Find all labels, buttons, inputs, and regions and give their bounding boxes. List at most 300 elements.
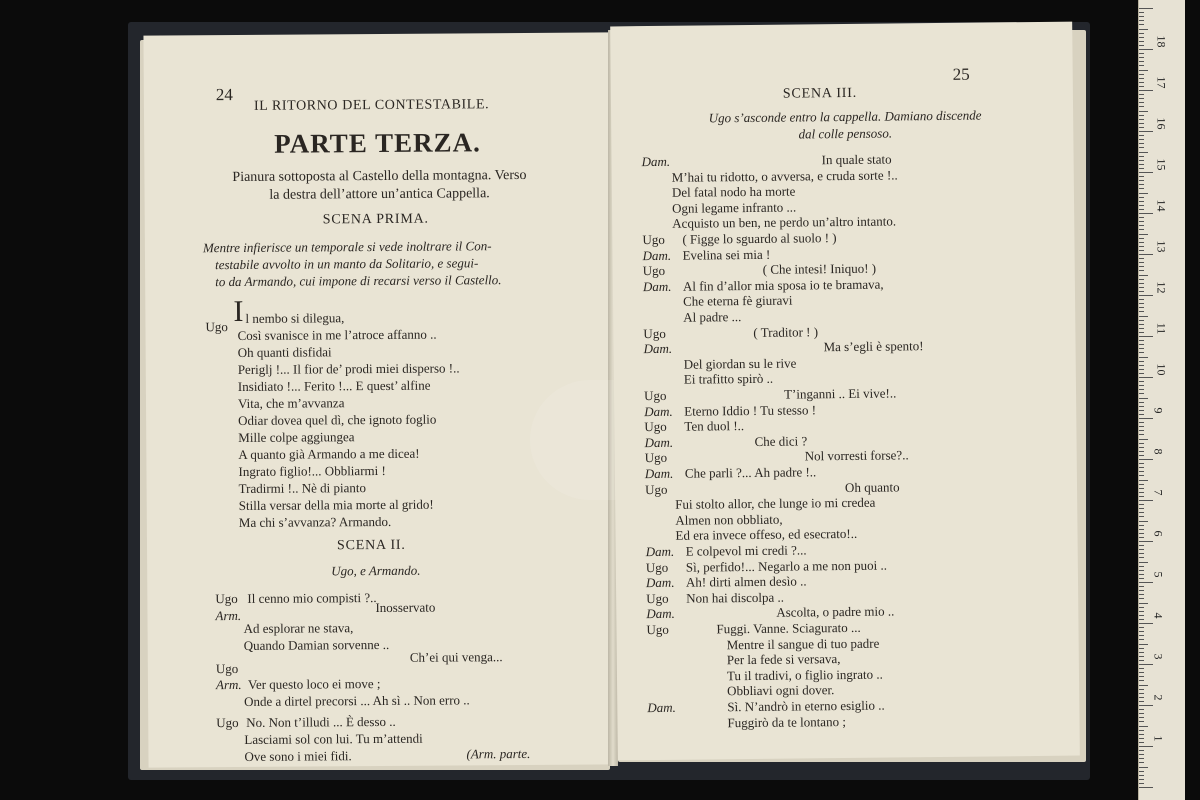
ruler-tick [1139,439,1148,440]
verse-line: Insidiato !... Ferito !... E quest’ alfine [237,377,431,394]
ruler-number: 18 [1154,35,1169,48]
ruler-tick [1139,471,1144,472]
dialogue-line: Del fatal nodo ha morte [671,183,796,200]
ruler-tick [1139,562,1148,563]
ruler-tick [1139,697,1144,698]
ruler-tick [1139,648,1144,649]
ruler-tick [1139,709,1144,710]
ruler-tick [1139,496,1144,497]
ruler-tick [1139,455,1144,456]
ruler-tick [1139,139,1144,140]
stage-line: Ugo s’asconde entro la cappella. Damiano discende [708,107,982,126]
speaker: Ugo [215,660,239,677]
ruler-tick [1139,90,1153,91]
speaker: Ugo [205,319,228,335]
ruler-tick [1139,74,1144,75]
ruler-number: 8 [1151,448,1166,455]
ruler-tick [1139,41,1144,42]
dialogue-line: ( Figge lo sguardo al suolo ! ) [682,230,837,247]
ruler-tick [1139,775,1144,776]
ruler-number: 9 [1151,407,1166,414]
ruler-tick [1139,443,1144,444]
ruler-number: 12 [1154,281,1169,294]
ruler-tick [1139,147,1144,148]
ruler-tick [1139,705,1153,706]
verse-line: Mille colpe aggiungea [238,429,355,445]
ruler-tick [1139,16,1144,17]
ruler-tick [1139,484,1144,485]
ruler-tick [1139,111,1148,112]
ruler-tick [1139,467,1144,468]
ruler-tick [1139,738,1144,739]
ruler-tick [1139,98,1144,99]
speaker: Dam. [641,153,671,170]
ruler-tick [1139,152,1148,153]
ruler-tick [1139,279,1144,280]
ruler-number: 16 [1154,117,1169,130]
ruler-tick [1139,393,1144,394]
dialogue-line: T’inganni .. Ei vive!.. [783,385,897,402]
speaker: Ugo [644,419,667,435]
ruler-tick [1139,176,1144,177]
ruler-tick [1139,131,1153,132]
ruler-tick [1139,221,1144,222]
ruler-tick [1139,570,1144,571]
ruler-tick [1139,180,1144,181]
ruler-tick [1139,689,1144,690]
ruler-tick [1139,37,1144,38]
ruler-tick [1139,434,1144,435]
ruler-tick [1139,779,1144,780]
dialogue-line: ( Che intesi! Iniquo! ) [762,260,877,278]
ruler-tick [1139,82,1144,83]
setting-description [184,167,574,206]
ruler-tick [1139,578,1144,579]
ruler-tick [1139,8,1153,9]
ruler-tick [1139,644,1148,645]
ruler-number: 6 [1151,530,1166,537]
ruler-tick [1139,254,1153,255]
ruler-tick [1139,381,1144,382]
ruler-tick [1139,623,1153,624]
ruler-tick [1139,721,1144,722]
ruler-tick [1139,500,1153,501]
dialogue-line: Evelina sei mia ! [682,246,771,263]
ruler-tick [1139,160,1144,161]
verse-line: Così svanisce in me l’atroce affanno .. [237,326,437,343]
ruler-tick [1139,430,1144,431]
ruler-tick [1139,418,1153,419]
ruler-tick [1139,742,1144,743]
speaker: Ugo [643,325,666,341]
speaker: Ugo [642,263,666,279]
measuring-ruler [1138,0,1185,800]
ruler-tick [1139,348,1144,349]
dialogue-line: Ver questo loco ei move ; [247,675,381,692]
ruler-tick [1139,295,1153,296]
dialogue-line: Sì. N’andrò in eterno esiglio .. [727,697,885,715]
ruler-tick [1139,541,1153,542]
dialogue-line: Fui stolto allor, che lunge io mi credea [675,494,876,512]
ruler-tick [1139,217,1144,218]
ruler-tick [1139,143,1144,144]
ruler-tick [1139,553,1144,554]
ruler-tick [1139,475,1144,476]
ruler-tick [1139,24,1144,25]
ruler-number: 3 [1151,653,1166,660]
dialogue-line: Ma s’egli è spento! [823,338,924,355]
dialogue-line: Sì, perfido!... Negarlo a me non puoi .. [685,557,887,575]
ruler-tick [1139,361,1144,362]
dialogue-line: Mentre il sangue di tuo padre [726,635,880,652]
dialogue-line: Per la fede si versava, [726,651,841,668]
speaker: Dam. [644,465,674,482]
ruler-tick [1139,156,1144,157]
ruler-tick [1139,57,1144,58]
ruler-tick [1139,639,1144,640]
ruler-number: 11 [1154,322,1169,335]
ruler-number: 10 [1154,363,1169,376]
ruler-number: 2 [1151,694,1166,701]
speaker: Dam. [646,606,675,622]
ruler-tick [1139,328,1144,329]
ruler-tick [1139,225,1144,226]
speaker: Ugo [644,450,668,466]
ruler-tick [1139,357,1148,358]
verse-line: l nembo si dilegua, [245,310,345,326]
stage-line: Mentre infierisce un temporale si vede inoltrare il Con- [202,238,492,256]
ruler-tick [1139,463,1144,464]
ruler-tick [1139,603,1148,604]
ruler-tick [1139,168,1144,169]
ruler-tick [1139,730,1144,731]
ruler-tick [1139,504,1144,505]
ruler-tick [1139,635,1144,636]
ruler-tick [1139,119,1144,120]
dialogue-line: Che eterna fè giuravi [682,292,793,310]
dialogue-line: E colpevol mi credi ?... [685,542,807,559]
stage-line: dal colle pensoso. [798,125,893,142]
ruler-tick [1139,480,1148,481]
ruler-tick [1139,242,1144,243]
ruler-tick [1139,29,1148,30]
dialogue-line: Il cenno mio compisti ?.. [247,590,377,606]
ruler-tick [1139,115,1144,116]
page-number: 25 [952,64,970,84]
ruler-tick [1139,205,1144,206]
ruler-tick [1139,676,1144,677]
dialogue-line: Ogni legame infranto ... [671,199,797,216]
ruler-tick [1139,652,1144,653]
ruler-tick [1139,701,1144,702]
ruler-tick [1139,201,1144,202]
ruler-tick [1139,234,1148,235]
ruler-tick [1139,717,1144,718]
dialogue-line: Acquisto un ben, ne perdo un’altro intanto. [672,213,897,232]
ruler-tick [1139,369,1144,370]
speaker: Dam. [647,699,676,716]
ruler-tick [1139,549,1144,550]
ruler-tick [1139,373,1144,374]
ruler-tick [1139,238,1144,239]
ruler-number: 5 [1151,571,1166,578]
ruler-tick [1139,213,1153,214]
speaker: Dam. [644,403,673,419]
ruler-tick [1139,656,1144,657]
ruler-number: 15 [1154,158,1169,171]
verse-line: A quanto già Armando a me dicea! [238,445,420,462]
ruler-tick [1139,459,1153,460]
ruler-tick [1139,767,1148,768]
ruler-tick [1139,61,1144,62]
right-page [610,22,1080,761]
ruler-tick [1139,291,1144,292]
dialogue-line: Ah! dirti almen desìo .. [685,573,807,590]
ruler-tick [1139,406,1144,407]
ruler-tick [1139,758,1144,759]
dialogue-line: Ten duol !.. [684,418,745,434]
ruler-tick [1139,533,1144,534]
verse-line: Ingrato figlio!... Obbliarmi ! [238,462,386,479]
scene-title: SCENA III. [782,85,858,102]
ruler-tick [1139,566,1144,567]
ruler-tick [1139,33,1144,34]
verse-line: Vita, che m’avvanza [237,395,345,411]
dialogue-line: Obbliavi ogni dover. [727,682,835,699]
ruler-number: 7 [1151,489,1166,496]
ruler-tick [1139,275,1148,276]
ruler-tick [1139,70,1148,71]
speaker: Arm. [215,607,242,624]
speaker: Ugo [215,590,238,607]
verse-line: Tradirmi !.. Nè di pianto [238,480,367,496]
ruler-tick [1139,414,1144,415]
ruler-tick [1139,783,1144,784]
ruler-tick [1139,611,1144,612]
ruler-tick [1139,607,1144,608]
scene-title: SCENA PRIMA. [322,211,429,228]
ruler-tick [1139,594,1144,595]
dialogue-line: Al fin d’allor mia sposa io te bramava, [682,276,884,294]
speaker: Ugo [642,231,665,248]
verse-line: Periglj !... Il fior de’ prodi miei disperso !.. [237,360,460,377]
ruler-tick [1139,746,1153,747]
dialogue-line: Fuggirò da te lontano ; [727,713,846,730]
ruler-tick [1139,598,1144,599]
ruler-number: 17 [1154,76,1169,89]
dialogue-line: Non hai discolpa .. [686,589,785,606]
ruler-tick [1139,754,1144,755]
ruler-tick [1139,270,1144,271]
ruler-tick [1139,352,1144,353]
ruler-tick [1139,307,1144,308]
ruler-tick [1139,340,1144,341]
ruler-tick [1139,574,1144,575]
stage-line: to da Armando, cui impone di recarsi verso il Castello. [215,272,502,290]
stage-direction [655,106,1035,144]
dialogue-line: Ad esplorar ne stava, [243,620,354,636]
ruler-tick [1139,127,1144,128]
dialogue-line: Onde a dirtel precorsi ... Ah sì .. Non erro .. [244,692,470,709]
dialogue-line: Ei trafitto spirò .. [683,371,774,388]
ruler-tick [1139,303,1144,304]
ruler-tick [1139,512,1144,513]
speaker: Ugo [216,714,239,731]
ruler-tick [1139,713,1144,714]
ruler-tick [1139,488,1144,489]
ruler-tick [1139,389,1144,390]
part-title: PARTE TERZA. [274,127,481,159]
dialogue-line: Eterno Iddio ! Tu stesso ! [684,401,817,419]
speaker: Ugo [645,559,669,575]
stage-line: testabile avvolto in un manto da Solitario, e segui- [214,255,479,273]
ruler-tick [1139,193,1148,194]
running-head: IL RITORNO DEL CONTESTABILE. [253,97,490,114]
ruler-tick [1139,492,1144,493]
dialogue-line: Inosservato [375,599,436,616]
ruler-tick [1139,508,1144,509]
ruler-tick [1139,266,1144,267]
ruler-tick [1139,619,1144,620]
ruler-tick [1139,402,1144,403]
ruler-tick [1139,525,1144,526]
ruler-tick [1139,246,1144,247]
ruler-tick [1139,102,1144,103]
speaker: Dam. [642,278,672,294]
ruler-tick [1139,123,1144,124]
ruler-tick [1139,106,1144,107]
ruler-tick [1139,377,1153,378]
ruler-tick [1139,586,1144,587]
ruler-tick [1139,426,1144,427]
speaker: Ugo [644,481,668,497]
dialogue-line: Ed era invece offeso, ed esecrato!.. [675,526,858,544]
ruler-tick [1139,451,1144,452]
speaker: Ugo [646,590,669,606]
setting-line: la destra dell’attore un’antica Cappella. [269,186,490,203]
speaker: Arm. [215,676,242,693]
verse-line: Oh quanti disfidai [237,344,332,360]
speaker: Dam. [642,247,672,263]
ruler-number: 4 [1151,612,1166,619]
page-number: 24 [215,85,233,105]
dialogue-line: M’hai tu ridotto, o avversa, e cruda sorte !.. [671,167,898,185]
ruler-tick [1139,94,1144,95]
ruler-tick [1139,45,1144,46]
dialogue-line: ( Traditor ! ) [753,323,819,340]
verse-line: Odiar dovea quel dì, che ignoto foglio [238,411,437,428]
ruler-tick [1139,762,1144,763]
ruler-tick [1139,615,1144,616]
ruler-tick [1139,172,1153,173]
ruler-tick [1139,209,1144,210]
stage-direction: Ugo, e Armando. [331,562,421,579]
dialogue-line: Ascolta, o padre mio .. [776,603,895,621]
ruler-tick [1139,316,1148,317]
dialogue-line: Che parli ?... Ah padre !.. [684,464,817,481]
ruler-tick [1139,250,1144,251]
ruler-tick [1139,582,1153,583]
verse-line: Ma chi s’avvanza? Armando. [238,513,392,530]
ruler-tick [1139,311,1144,312]
ruler-tick [1139,365,1144,366]
scene-title: SCENA II. [336,537,406,554]
ruler-tick [1139,188,1144,189]
dialogue-line: Lasciami sol con lui. Tu m’attendi [244,730,423,747]
ruler-tick [1139,787,1153,788]
ruler-tick [1139,287,1144,288]
dialogue-line: Del giordan su le rive [683,355,797,372]
dialogue-line: Ch’ei qui venga... [409,649,503,665]
ruler-tick [1139,521,1148,522]
ruler-tick [1139,65,1144,66]
dialogue-line: Quando Damian sorvenne .. [243,636,390,653]
dialogue-line: In quale stato [821,151,892,168]
ruler-tick [1139,385,1144,386]
setting-line: Pianura sottoposta al Castello della montagna. Verso [232,167,527,186]
ruler-tick [1139,135,1144,136]
dialogue-line: Nol vorresti forse?.. [804,447,909,464]
ruler-tick [1139,422,1144,423]
speaker: Dam. [644,434,674,450]
ruler-tick [1139,672,1144,673]
dialogue-line: Tu il tradivi, o figlio ingrato .. [726,666,883,684]
ruler-tick [1139,258,1144,259]
ruler-tick [1139,262,1144,263]
ruler-tick [1139,53,1144,54]
ruler-tick [1139,726,1148,727]
ruler-tick [1139,693,1144,694]
ruler-tick [1139,516,1144,517]
speaker: Dam. [645,574,675,591]
dialogue-line: Ove sono i miei fidi. [244,748,352,764]
ruler-tick [1139,336,1153,337]
dialogue-line: Che dici ? [754,433,808,449]
ruler-tick [1139,627,1144,628]
ruler-tick [1139,537,1144,538]
ruler-tick [1139,447,1144,448]
ruler-tick [1139,410,1144,411]
ruler-tick [1139,685,1148,686]
ruler-number: 13 [1154,240,1169,253]
ruler-tick [1139,78,1144,79]
dialogue-line: Al padre ... [683,309,742,325]
ruler-tick [1139,197,1144,198]
stage-direction [203,236,603,290]
drop-cap: I [233,294,244,329]
ruler-tick [1139,332,1144,333]
ruler-tick [1139,86,1144,87]
ruler-tick [1139,49,1153,50]
ruler-tick [1139,631,1144,632]
ruler-tick [1139,771,1144,772]
ruler-tick [1139,734,1144,735]
ruler-tick [1139,283,1144,284]
ruler-tick [1139,529,1144,530]
ruler-tick [1139,398,1148,399]
speaker: Ugo [643,387,667,404]
ruler-tick [1139,344,1144,345]
ruler-tick [1139,320,1144,321]
speaker: Dam. [643,340,673,357]
ruler-tick [1139,557,1144,558]
ruler-tick [1139,668,1144,669]
ruler-tick [1139,229,1144,230]
ruler-tick [1139,184,1144,185]
ruler-number: 1 [1151,735,1166,742]
dialogue-line: Almen non obbliato, [675,511,783,528]
ruler-tick [1139,680,1144,681]
